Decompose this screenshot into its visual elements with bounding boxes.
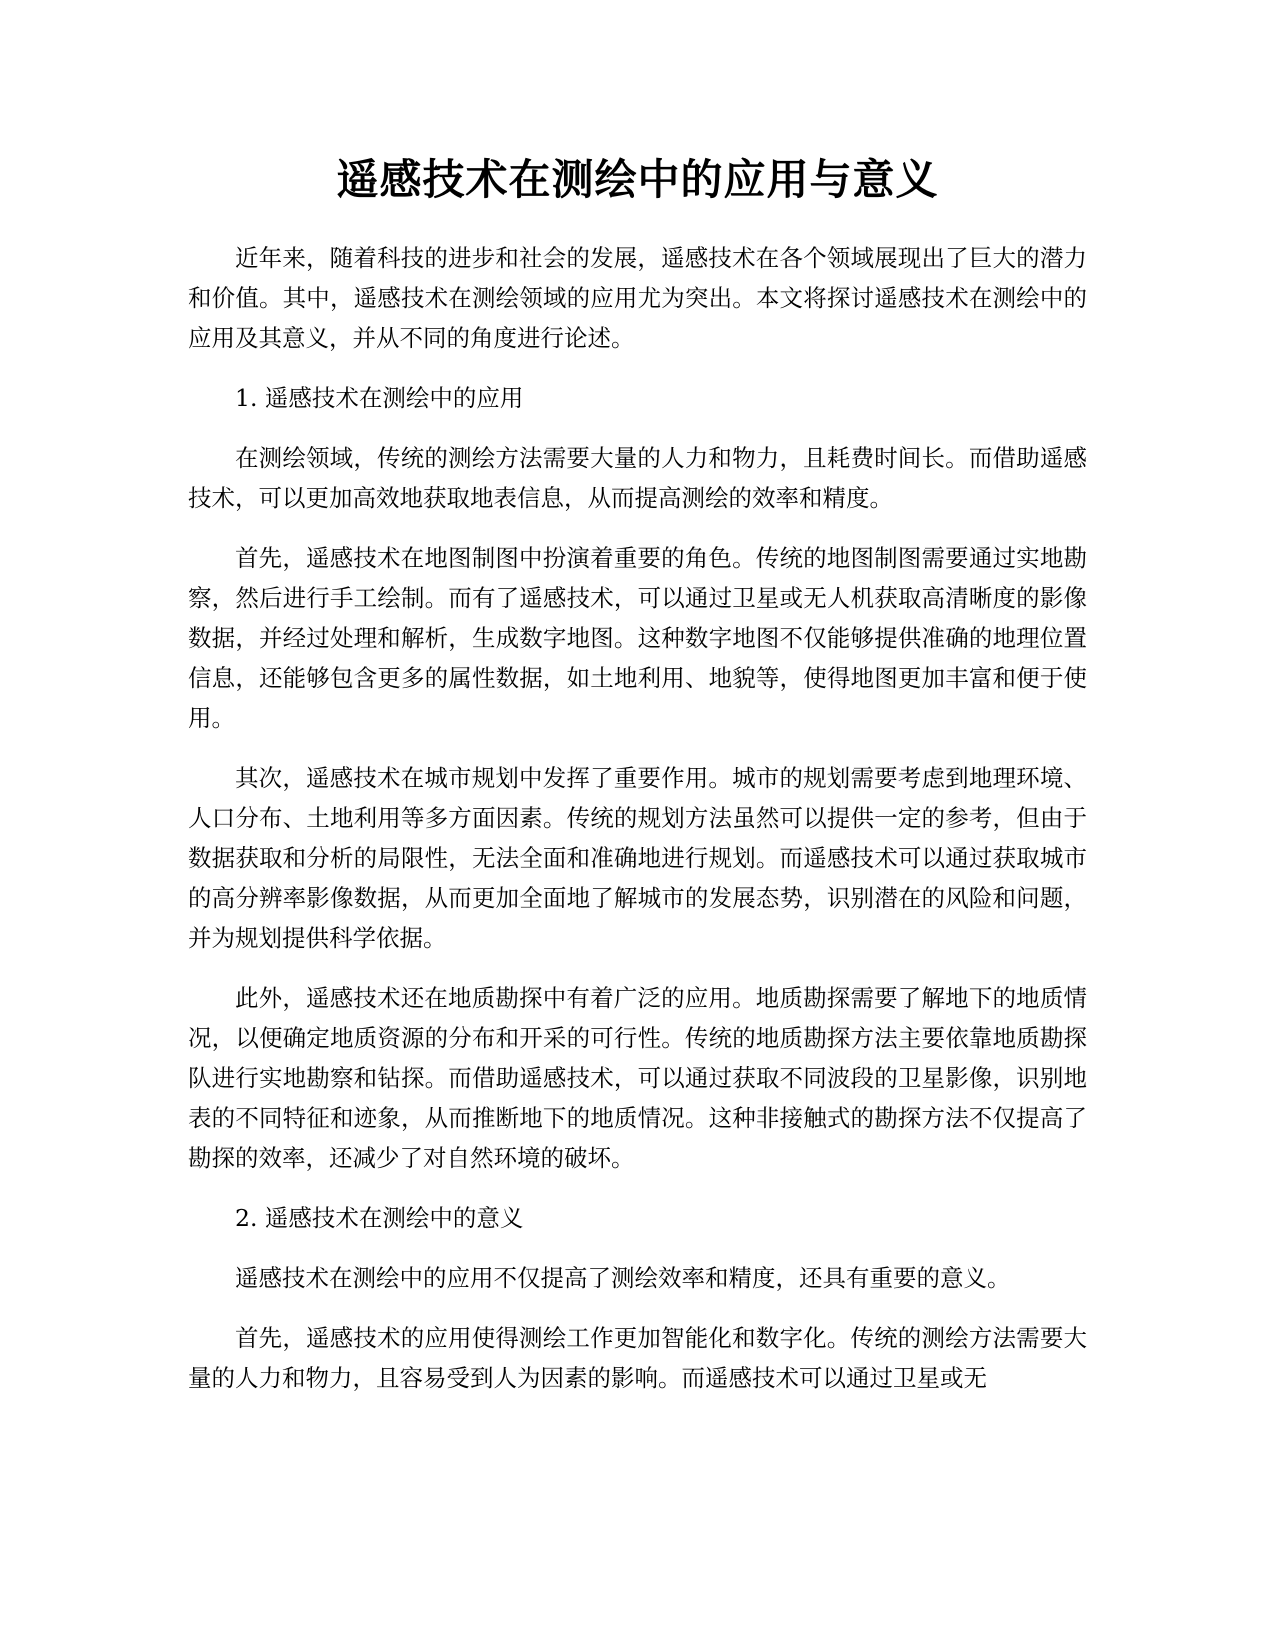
paragraph-intro: 近年来，随着科技的进步和社会的发展，遥感技术在各个领域展现出了巨大的潜力和价值。其中，遥感技术在测绘领域的应用尤为突出。本文将探讨遥感技术在测绘中的应用及其意义，并从不同的角度进行论述。 — [188, 244, 1087, 352]
document-body — [188, 148, 1087, 1398]
paragraph-intelligent-digital: 首先，遥感技术的应用使得测绘工作更加智能化和数字化。传统的测绘方法需要大量的人力和物力，且容易受到人为因素的影响。而遥感技术可以通过卫星或无 — [188, 1324, 1087, 1392]
paragraph-geological-exploration: 此外，遥感技术还在地质勘探中有着广泛的应用。地质勘探需要了解地下的地质情况，以便确定地质资源的分布和开采的可行性。传统的地质勘探方法主要依靠地质勘探队进行实地勘察和钻探。而借助遥感技术，可以通过获取不同波段的卫星影像，识别地表的不同特征和迹象，从而推断地下的地质情况。这种非接触式的勘探方法不仅提高了勘探的效率，还减少了对自然环境的破坏。 — [188, 984, 1087, 1172]
paragraph-urban-planning: 其次，遥感技术在城市规划中发挥了重要作用。城市的规划需要考虑到地理环境、人口分布、土地利用等多方面因素。传统的规划方法虽然可以提供一定的参考，但由于数据获取和分析的局限性，无法全面和准确地进行规划。而遥感技术可以通过获取城市的高分辨率影像数据，从而更加全面地了解城市的发展态势，识别潜在的风险和问题，并为规划提供科学依据。 — [188, 764, 1087, 952]
section-heading-significance: 2. 遥感技术在测绘中的意义 — [235, 1204, 524, 1232]
paragraph-traditional-methods: 在测绘领域，传统的测绘方法需要大量的人力和物力，且耗费时间长。而借助遥感技术，可以更加高效地获取地表信息，从而提高测绘的效率和精度。 — [188, 444, 1087, 512]
paragraph-significance-summary: 遥感技术在测绘中的应用不仅提高了测绘效率和精度，还具有重要的意义。 — [235, 1264, 1011, 1292]
document-title: 遥感技术在测绘中的应用与意义 — [336, 155, 939, 204]
paragraph-map-making: 首先，遥感技术在地图制图中扮演着重要的角色。传统的地图制图需要通过实地勘察，然后进行手工绘制。而有了遥感技术，可以通过卫星或无人机获取高清晰度的影像数据，并经过处理和解析，生成数字地图。这种数字地图不仅能够提供准确的地理位置信息，还能够包含更多的属性数据，如土地利用、地貌等，使得地图更加丰富和便于使用。 — [188, 544, 1087, 732]
section-heading-application: 1. 遥感技术在测绘中的应用 — [235, 384, 524, 412]
